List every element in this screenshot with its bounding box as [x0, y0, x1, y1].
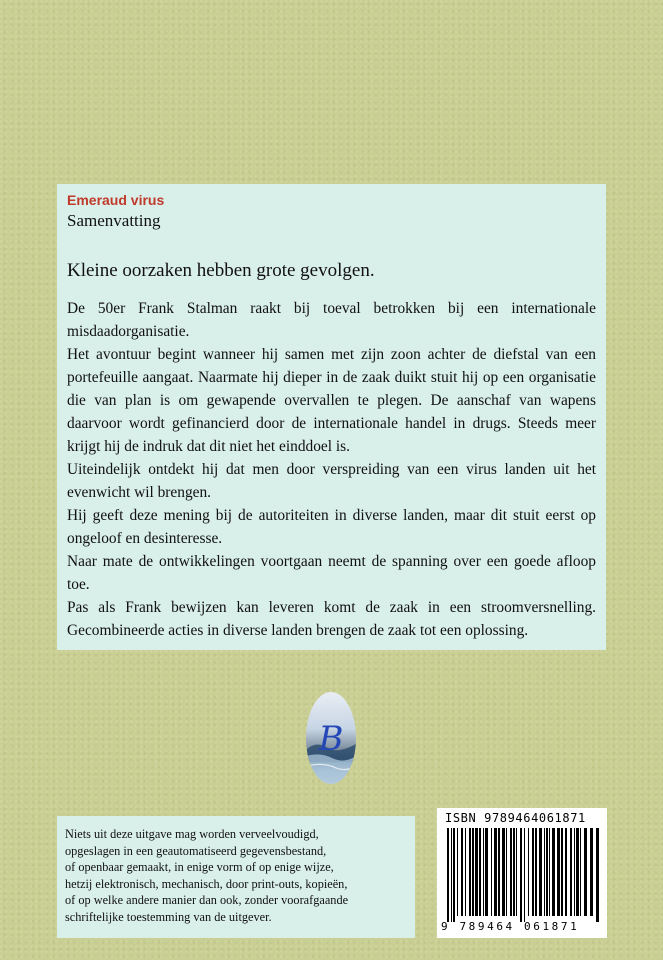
barcode-bar [576, 828, 579, 916]
barcode-bar [457, 828, 458, 916]
barcode-bar [479, 828, 481, 916]
publisher-logo-icon [306, 692, 356, 784]
barcode-bar [570, 828, 572, 916]
barcode-bar [491, 828, 492, 916]
barcode-bars [437, 808, 607, 938]
barcode-bar [546, 828, 548, 916]
copyright-line: schriftelijke toestemming van de uitgever. [65, 909, 272, 924]
barcode-bar [483, 828, 484, 916]
barcode-bar [465, 828, 466, 916]
summary-box [57, 184, 606, 650]
barcode-bar [502, 828, 505, 916]
copyright-line: hetzij elektronisch, mechanisch, door print-outs, kopieën, [65, 876, 348, 891]
barcode-bar [584, 828, 587, 916]
logo-letter: B [318, 719, 344, 759]
barcode-bar [453, 828, 455, 922]
barcode-bar [561, 828, 563, 916]
copyright-line: of openbaar gemaakt, in enige vorm of op enige wijze, [65, 860, 334, 874]
barcode-bar [472, 828, 474, 916]
barcode-bar [513, 828, 515, 916]
barcode-bar [498, 828, 500, 916]
barcode-bar [494, 828, 497, 916]
barcode-bar [516, 828, 517, 916]
barcode-bar [485, 828, 488, 916]
copyright-line: of op welke andere manier dan ook, zonder voorafgaande [65, 893, 349, 907]
barcode-bar [596, 828, 599, 922]
book-title: Emeraud virus [67, 192, 165, 208]
barcode-bar [539, 828, 542, 916]
summary-text [67, 297, 596, 642]
publisher-logo-graphic [306, 692, 356, 784]
barcode-bar [549, 828, 550, 916]
barcode-bar [524, 828, 525, 922]
barcode-bar [532, 828, 534, 916]
barcode-bar [535, 828, 537, 916]
barcode-bar [475, 828, 478, 916]
barcode-bar [506, 828, 507, 916]
summary-heading: Samenvatting [67, 211, 161, 230]
barcode-bar [552, 828, 555, 916]
isbn-label: ISBN 9789464061871 [445, 811, 586, 825]
barcode-bar [557, 828, 560, 916]
isbn-barcode [437, 808, 607, 938]
summary-paragraph: De 50er Frank Stalman raakt bij toeval betrokken bij een internationale misdaadorganisatie. [67, 300, 596, 340]
barcode-bar [590, 828, 593, 916]
barcode-bar [447, 828, 449, 922]
barcode-bar [510, 828, 512, 916]
barcode-bar [565, 828, 567, 916]
copyright-line: opgeslagen in een geautomatiseerd gegevensbestand, [65, 843, 327, 858]
copyright-notice [57, 816, 415, 938]
barcode-digits: 9 789464 061871 [441, 920, 580, 933]
summary-paragraph: Uiteindelijk ontdekt hij dat men door verspreiding van een virus landen uit het evenwicht wil brengen. [67, 461, 596, 501]
barcode-bar [574, 828, 575, 916]
copyright-line: Niets uit deze uitgave mag worden verveelvoudigd, [65, 827, 319, 841]
summary-paragraph: Het avontuur begint wanneer hij samen met zijn zoon achter de diefstal van een portefeuille aangaat. Naarmate hij dieper in de zaak duikt stuit hij op een organisatie die van plan is om gewapende overvallen te plegen. De aanschaf van wapens daarvoor wordt gefinancierd door de internationale handel in drugs. Steeds meer krijgt hij de indruk dat dit niet het einddoel is. [67, 346, 596, 455]
barcode-bar [451, 828, 452, 922]
barcode-bar [528, 828, 529, 916]
barcode-bar [580, 828, 581, 916]
tagline: Kleine oorzaken hebben grote gevolgen. [67, 260, 375, 281]
summary-paragraph: Pas als Frank bewijzen kan leveren komt de zaak in een stroomversnelling. Gecombineerde acties in diverse landen brengen de zaak tot een oplossing. [67, 599, 596, 639]
summary-paragraph: Naar mate de ontwikkelingen voortgaan neemt de spanning over een goede afloop toe. [67, 553, 596, 593]
summary-paragraph: Hij geeft deze mening bij de autoriteiten in diverse landen, maar dit stuit eerst op ongeloof en desinteresse. [67, 507, 596, 547]
barcode-bar [461, 828, 463, 916]
barcode-bar [469, 828, 471, 916]
barcode-bar [544, 828, 545, 916]
barcode-bar [520, 828, 522, 922]
